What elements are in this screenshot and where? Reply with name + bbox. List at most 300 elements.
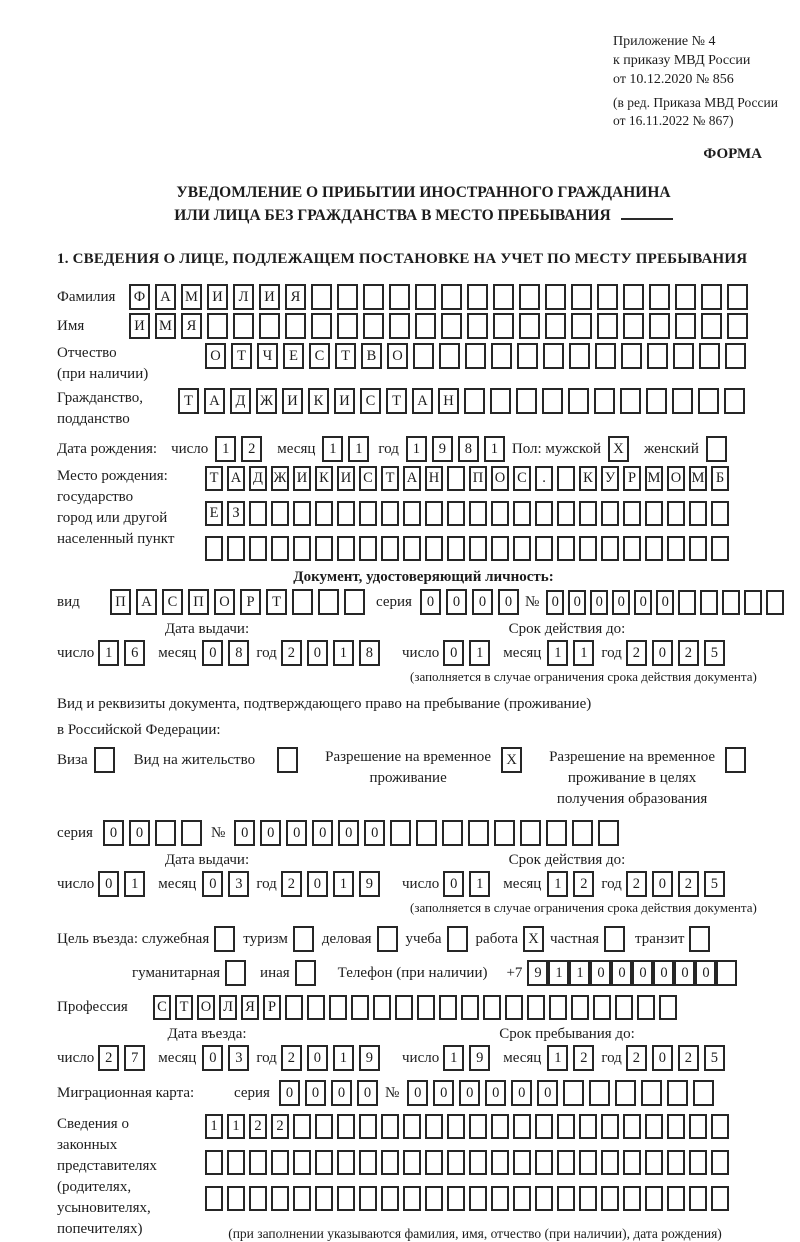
form-cell[interactable] [337,1114,355,1139]
form-cell[interactable] [493,284,514,310]
form-cell[interactable]: 0 [652,871,673,897]
form-cell[interactable]: 1 [333,1045,354,1071]
form-cell[interactable]: Б [711,466,729,491]
purpose-study-checkbox[interactable] [447,926,468,952]
form-cell[interactable]: Т [381,466,399,491]
form-cell[interactable]: Д [230,388,251,414]
form-cell[interactable] [390,820,411,846]
form-cell[interactable]: 0 [202,871,223,897]
form-cell[interactable]: 2 [573,871,594,897]
form-cell[interactable] [579,1186,597,1211]
form-cell[interactable]: 5 [704,871,725,897]
form-cell[interactable] [207,313,228,339]
form-cell[interactable] [545,313,566,339]
form-cell[interactable] [337,284,358,310]
form-cell[interactable]: 0 [202,640,223,666]
form-cell[interactable]: 2 [678,871,699,897]
form-cell[interactable] [598,820,619,846]
form-cell[interactable]: 0 [260,820,281,846]
form-cell[interactable]: 0 [590,960,611,986]
form-cell[interactable]: А [204,388,225,414]
form-cell[interactable] [447,1114,465,1139]
form-cell[interactable] [337,536,355,561]
form-cell[interactable] [513,501,531,526]
form-cell[interactable] [579,1114,597,1139]
form-cell[interactable]: А [155,284,176,310]
form-cell[interactable] [513,1186,531,1211]
form-cell[interactable] [621,343,642,369]
sex-female-checkbox[interactable] [706,436,727,462]
form-cell[interactable] [641,1080,662,1106]
form-cell[interactable] [315,536,333,561]
form-cell[interactable] [233,313,254,339]
form-cell[interactable] [527,995,545,1020]
form-cell[interactable] [285,995,303,1020]
form-cell[interactable] [568,388,589,414]
form-cell[interactable] [315,1186,333,1211]
form-cell[interactable]: К [315,466,333,491]
form-cell[interactable] [689,1186,707,1211]
form-cell[interactable] [413,343,434,369]
form-cell[interactable]: 8 [228,640,249,666]
form-cell[interactable] [447,1186,465,1211]
form-cell[interactable] [597,284,618,310]
form-cell[interactable] [672,388,693,414]
form-cell[interactable] [227,536,245,561]
form-cell[interactable] [727,284,748,310]
form-cell[interactable] [571,313,592,339]
form-cell[interactable]: 5 [704,1045,725,1071]
form-cell[interactable]: О [197,995,215,1020]
form-cell[interactable] [513,1114,531,1139]
form-cell[interactable]: 1 [547,871,568,897]
form-cell[interactable] [425,501,443,526]
form-cell[interactable] [645,536,663,561]
form-cell[interactable]: С [513,466,531,491]
form-cell[interactable] [571,995,589,1020]
form-cell[interactable] [381,1114,399,1139]
form-cell[interactable]: 2 [573,1045,594,1071]
form-cell[interactable] [293,536,311,561]
form-cell[interactable]: 0 [459,1080,480,1106]
form-cell[interactable] [646,388,667,414]
form-cell[interactable]: С [162,589,183,615]
form-cell[interactable]: 0 [279,1080,300,1106]
temp-permit-checkbox[interactable]: X [501,747,522,773]
form-cell[interactable]: 0 [590,590,608,615]
form-cell[interactable] [403,501,421,526]
form-cell[interactable] [292,589,313,615]
form-cell[interactable]: 0 [652,640,673,666]
form-cell[interactable] [417,995,435,1020]
form-cell[interactable] [711,536,729,561]
form-cell[interactable] [711,1114,729,1139]
form-cell[interactable] [271,1186,289,1211]
form-cell[interactable]: О [205,343,226,369]
form-cell[interactable]: 0 [546,590,564,615]
form-cell[interactable]: 0 [695,960,716,986]
form-cell[interactable] [491,1186,509,1211]
form-cell[interactable] [645,1114,663,1139]
form-cell[interactable] [727,313,748,339]
form-cell[interactable] [425,1186,443,1211]
form-cell[interactable] [557,536,575,561]
form-cell[interactable] [467,284,488,310]
residence-permit-checkbox[interactable] [277,747,298,773]
form-cell[interactable] [557,466,575,491]
form-cell[interactable] [337,1186,355,1211]
form-cell[interactable]: Ч [257,343,278,369]
form-cell[interactable] [615,1080,636,1106]
form-cell[interactable] [373,995,391,1020]
form-cell[interactable] [415,313,436,339]
purpose-business-checkbox[interactable] [377,926,398,952]
form-cell[interactable] [491,536,509,561]
form-cell[interactable] [441,284,462,310]
form-cell[interactable]: 2 [281,1045,302,1071]
form-cell[interactable]: 9 [432,436,453,462]
form-cell[interactable]: З [227,501,245,526]
form-cell[interactable]: 0 [338,820,359,846]
form-cell[interactable] [519,313,540,339]
form-cell[interactable]: И [337,466,355,491]
form-cell[interactable]: 0 [634,590,652,615]
form-cell[interactable] [557,1114,575,1139]
visa-checkbox[interactable] [94,747,115,773]
form-cell[interactable] [645,1186,663,1211]
form-cell[interactable] [469,501,487,526]
form-cell[interactable]: 2 [281,871,302,897]
form-cell[interactable] [439,995,457,1020]
form-cell[interactable]: И [129,313,150,339]
form-cell[interactable] [363,284,384,310]
form-cell[interactable]: 0 [103,820,124,846]
form-cell[interactable]: 0 [202,1045,223,1071]
form-cell[interactable] [249,501,267,526]
form-cell[interactable] [549,995,567,1020]
form-cell[interactable] [468,820,489,846]
form-cell[interactable] [601,1186,619,1211]
form-cell[interactable]: Ж [256,388,277,414]
form-cell[interactable]: 0 [537,1080,558,1106]
form-cell[interactable] [363,313,384,339]
form-cell[interactable]: 0 [307,640,328,666]
form-cell[interactable]: 1 [573,640,594,666]
form-cell[interactable] [699,343,720,369]
form-cell[interactable]: 2 [678,640,699,666]
form-cell[interactable]: 2 [626,640,647,666]
form-cell[interactable]: Л [233,284,254,310]
form-cell[interactable] [673,343,694,369]
form-cell[interactable] [519,284,540,310]
form-cell[interactable]: О [491,466,509,491]
form-cell[interactable]: 0 [485,1080,506,1106]
form-cell[interactable] [667,1186,685,1211]
form-cell[interactable] [579,536,597,561]
form-cell[interactable] [722,590,740,615]
form-cell[interactable] [285,313,306,339]
form-cell[interactable] [441,313,462,339]
form-cell[interactable] [716,960,737,986]
form-cell[interactable]: 0 [472,589,493,615]
form-cell[interactable] [491,343,512,369]
form-cell[interactable] [675,284,696,310]
form-cell[interactable] [649,313,670,339]
form-cell[interactable] [615,995,633,1020]
form-cell[interactable]: 9 [359,871,380,897]
form-cell[interactable]: 0 [312,820,333,846]
form-cell[interactable] [678,590,696,615]
form-cell[interactable]: 0 [443,871,464,897]
form-cell[interactable]: 0 [433,1080,454,1106]
form-cell[interactable]: П [188,589,209,615]
form-cell[interactable]: К [579,466,597,491]
form-cell[interactable] [311,313,332,339]
form-cell[interactable]: 2 [678,1045,699,1071]
form-cell[interactable]: 1 [469,871,490,897]
form-cell[interactable] [359,501,377,526]
form-cell[interactable]: 0 [568,590,586,615]
temp-permit-edu-checkbox[interactable] [725,747,746,773]
form-cell[interactable]: О [387,343,408,369]
form-cell[interactable] [293,1114,311,1139]
form-cell[interactable]: 8 [458,436,479,462]
form-cell[interactable] [601,1114,619,1139]
form-cell[interactable]: 0 [364,820,385,846]
form-cell[interactable] [766,590,784,615]
form-cell[interactable]: М [689,466,707,491]
form-cell[interactable]: 0 [511,1080,532,1106]
form-cell[interactable] [469,1186,487,1211]
form-cell[interactable]: П [110,589,131,615]
form-cell[interactable]: А [403,466,421,491]
form-cell[interactable] [439,343,460,369]
form-cell[interactable]: 0 [357,1080,378,1106]
form-cell[interactable] [447,501,465,526]
form-cell[interactable] [563,1080,584,1106]
form-cell[interactable] [557,501,575,526]
form-cell[interactable] [403,1186,421,1211]
form-cell[interactable] [623,536,641,561]
form-cell[interactable]: Я [181,313,202,339]
form-cell[interactable] [491,1114,509,1139]
form-cell[interactable] [623,284,644,310]
purpose-other-checkbox[interactable] [295,960,316,986]
form-cell[interactable] [315,501,333,526]
form-cell[interactable] [359,1114,377,1139]
form-cell[interactable] [593,995,611,1020]
form-cell[interactable]: О [667,466,685,491]
form-cell[interactable]: 9 [359,1045,380,1071]
form-cell[interactable] [623,313,644,339]
form-cell[interactable]: 9 [469,1045,490,1071]
form-cell[interactable]: 0 [331,1080,352,1106]
form-cell[interactable] [667,536,685,561]
form-cell[interactable] [259,313,280,339]
form-cell[interactable] [381,536,399,561]
form-cell[interactable] [520,820,541,846]
form-cell[interactable]: 1 [484,436,505,462]
form-cell[interactable]: 0 [653,960,674,986]
form-cell[interactable] [337,313,358,339]
form-cell[interactable] [569,343,590,369]
form-cell[interactable]: 1 [569,960,590,986]
form-cell[interactable]: 2 [626,1045,647,1071]
form-cell[interactable] [594,388,615,414]
form-cell[interactable] [293,1186,311,1211]
form-cell[interactable]: 8 [359,640,380,666]
form-cell[interactable] [623,1114,641,1139]
form-cell[interactable] [155,820,176,846]
form-cell[interactable]: А [412,388,433,414]
form-cell[interactable] [403,1114,421,1139]
form-cell[interactable] [490,388,511,414]
form-cell[interactable]: 2 [249,1114,267,1139]
form-cell[interactable] [359,1186,377,1211]
form-cell[interactable] [711,501,729,526]
form-cell[interactable] [698,388,719,414]
form-cell[interactable]: 2 [241,436,262,462]
form-cell[interactable] [659,995,677,1020]
form-cell[interactable] [469,1114,487,1139]
form-cell[interactable] [483,995,501,1020]
form-cell[interactable]: И [293,466,311,491]
form-cell[interactable] [469,536,487,561]
purpose-official-checkbox[interactable] [214,926,235,952]
form-cell[interactable]: 3 [228,871,249,897]
form-cell[interactable] [535,1114,553,1139]
form-cell[interactable]: 1 [547,640,568,666]
form-cell[interactable] [205,1186,223,1211]
form-cell[interactable] [337,501,355,526]
form-cell[interactable]: 0 [656,590,674,615]
form-cell[interactable] [389,313,410,339]
form-cell[interactable] [403,536,421,561]
form-cell[interactable] [395,995,413,1020]
form-cell[interactable]: В [361,343,382,369]
form-cell[interactable] [315,1114,333,1139]
form-cell[interactable]: О [214,589,235,615]
form-cell[interactable] [513,536,531,561]
form-cell[interactable] [311,284,332,310]
form-cell[interactable]: С [309,343,330,369]
form-cell[interactable] [645,501,663,526]
form-cell[interactable]: 0 [286,820,307,846]
form-cell[interactable]: Н [438,388,459,414]
form-cell[interactable]: 0 [305,1080,326,1106]
form-cell[interactable] [447,466,465,491]
form-cell[interactable] [464,388,485,414]
form-cell[interactable]: 1 [406,436,427,462]
form-cell[interactable] [535,1186,553,1211]
form-cell[interactable] [491,501,509,526]
form-cell[interactable]: 7 [124,1045,145,1071]
form-cell[interactable]: 0 [443,640,464,666]
form-cell[interactable] [205,536,223,561]
form-cell[interactable]: С [360,388,381,414]
form-cell[interactable]: 1 [333,871,354,897]
form-cell[interactable] [693,1080,714,1106]
form-cell[interactable] [381,501,399,526]
form-cell[interactable] [307,995,325,1020]
form-cell[interactable]: Д [249,466,267,491]
form-cell[interactable] [649,284,670,310]
form-cell[interactable]: 1 [215,436,236,462]
form-cell[interactable] [571,284,592,310]
form-cell[interactable]: 1 [443,1045,464,1071]
form-cell[interactable]: Р [263,995,281,1020]
form-cell[interactable]: 0 [234,820,255,846]
form-cell[interactable]: 1 [547,1045,568,1071]
form-cell[interactable]: Н [425,466,443,491]
form-cell[interactable] [389,284,410,310]
form-cell[interactable]: Т [178,388,199,414]
form-cell[interactable]: Т [266,589,287,615]
form-cell[interactable] [329,995,347,1020]
form-cell[interactable] [494,820,515,846]
form-cell[interactable]: 1 [227,1114,245,1139]
form-cell[interactable]: М [155,313,176,339]
form-cell[interactable]: 6 [124,640,145,666]
form-cell[interactable]: Т [231,343,252,369]
form-cell[interactable] [711,1186,729,1211]
form-cell[interactable]: Р [623,466,641,491]
form-cell[interactable] [493,313,514,339]
form-cell[interactable] [318,589,339,615]
form-cell[interactable]: 0 [632,960,653,986]
sex-male-checkbox[interactable]: X [608,436,629,462]
form-cell[interactable] [701,284,722,310]
form-cell[interactable] [359,536,377,561]
form-cell[interactable]: 0 [407,1080,428,1106]
form-cell[interactable]: 1 [205,1114,223,1139]
form-cell[interactable]: 0 [611,960,632,986]
form-cell[interactable]: 1 [322,436,343,462]
form-cell[interactable] [725,343,746,369]
form-cell[interactable] [535,501,553,526]
form-cell[interactable]: Я [285,284,306,310]
purpose-private-checkbox[interactable] [604,926,625,952]
form-cell[interactable]: М [181,284,202,310]
form-cell[interactable] [416,820,437,846]
form-cell[interactable] [425,536,443,561]
form-cell[interactable]: 0 [674,960,695,986]
form-cell[interactable]: 0 [612,590,630,615]
form-cell[interactable] [744,590,762,615]
form-cell[interactable]: Е [205,501,223,526]
form-cell[interactable] [517,343,538,369]
form-cell[interactable]: . [535,466,553,491]
form-cell[interactable] [181,820,202,846]
form-cell[interactable] [623,501,641,526]
form-cell[interactable]: 0 [307,1045,328,1071]
form-cell[interactable]: 2 [281,640,302,666]
form-cell[interactable]: П [469,466,487,491]
form-cell[interactable]: С [359,466,377,491]
purpose-tourism-checkbox[interactable] [293,926,314,952]
form-cell[interactable]: Т [335,343,356,369]
form-cell[interactable]: М [645,466,663,491]
form-cell[interactable]: 1 [333,640,354,666]
form-cell[interactable]: 5 [704,640,725,666]
form-cell[interactable]: 1 [98,640,119,666]
form-cell[interactable]: 2 [271,1114,289,1139]
form-cell[interactable] [542,388,563,414]
purpose-transit-checkbox[interactable] [689,926,710,952]
form-cell[interactable] [465,343,486,369]
form-cell[interactable]: 0 [129,820,150,846]
form-cell[interactable]: 1 [548,960,569,986]
